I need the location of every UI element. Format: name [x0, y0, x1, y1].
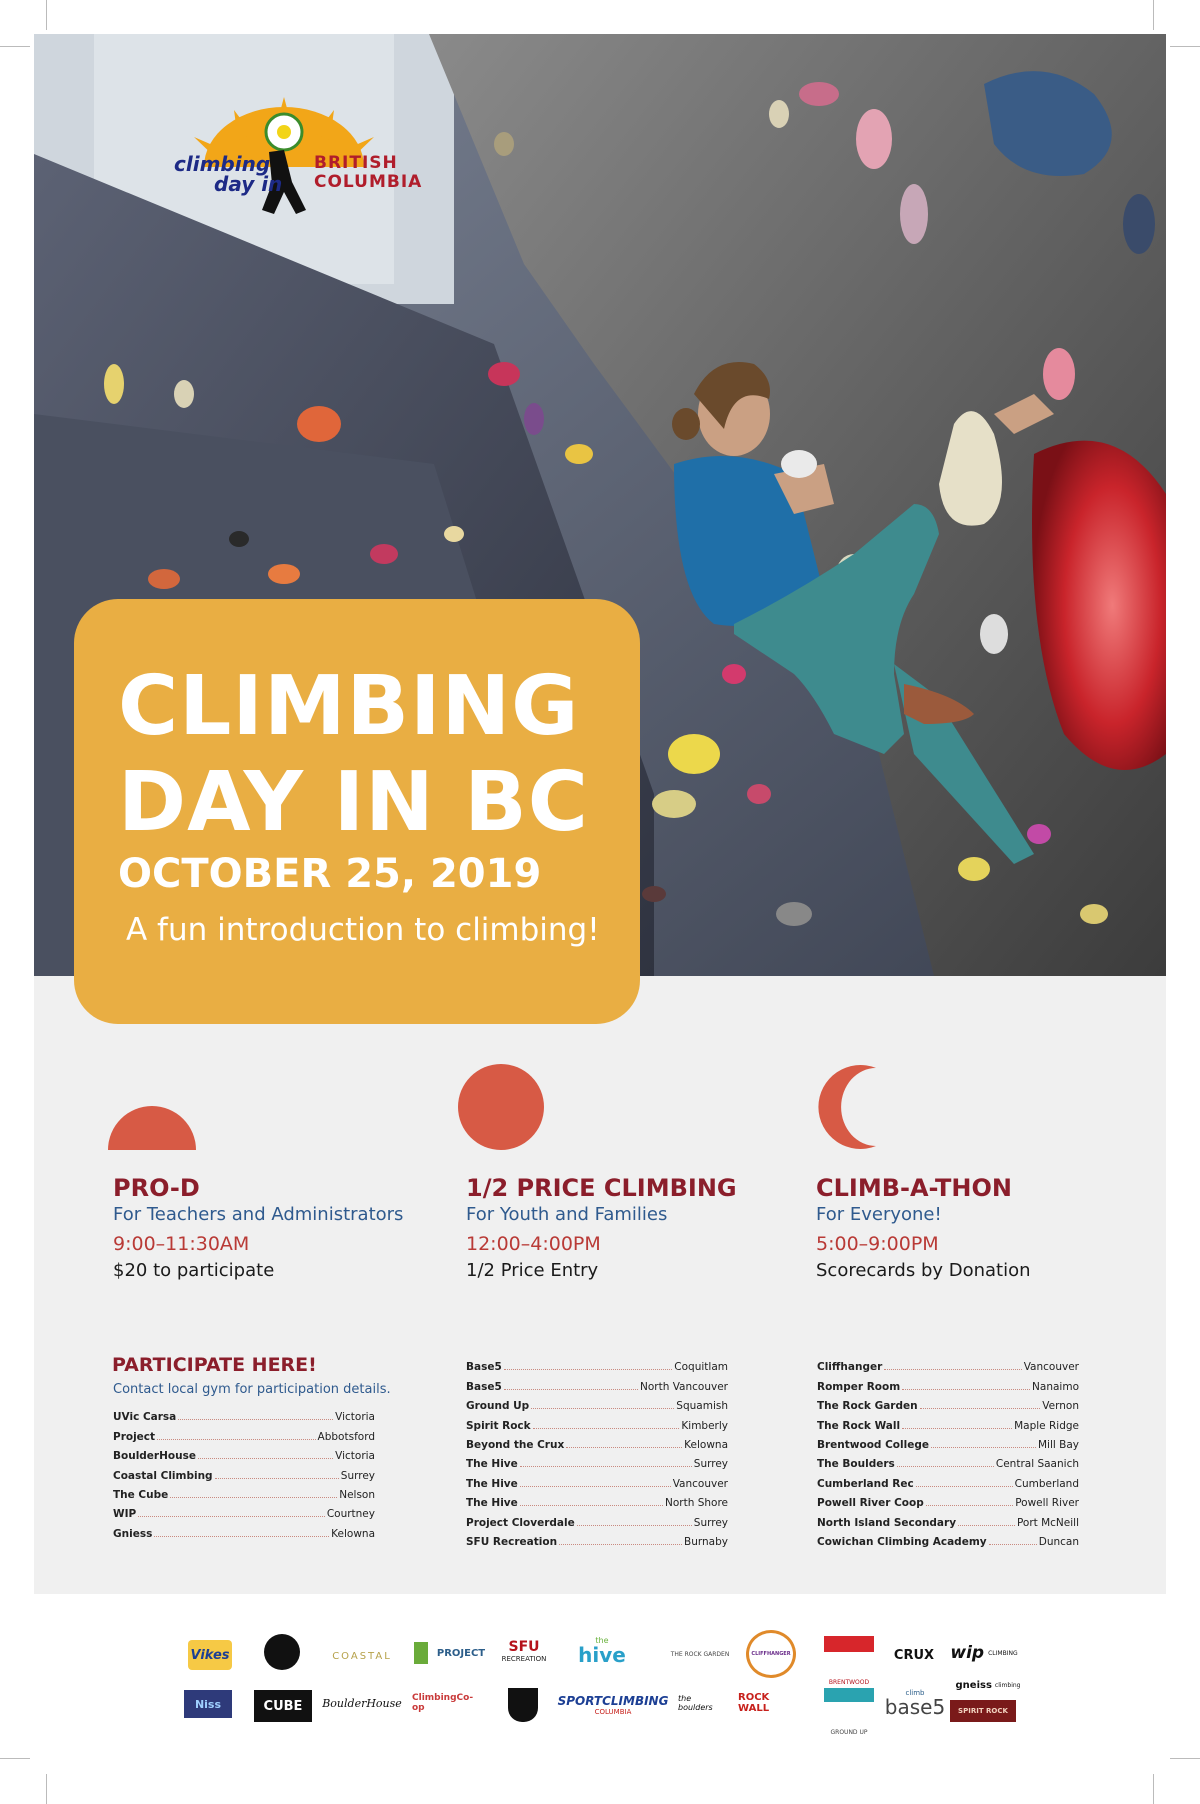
gym-row: [113, 1520, 375, 1539]
gym-city: Vancouver: [1023, 1361, 1079, 1374]
dotted-leader: [931, 1447, 1036, 1448]
gym-row: [817, 1470, 1079, 1489]
dotted-leader: [920, 1408, 1041, 1409]
gym-name: Cowichan Climbing Academy: [817, 1535, 987, 1548]
gym-city: Mill Bay: [1037, 1438, 1079, 1451]
full-sun-icon: [458, 1064, 544, 1150]
dotted-leader: [520, 1505, 663, 1506]
gym-name: The Rock Wall: [817, 1419, 901, 1432]
sponsor-logo-boulderhouse: BoulderHouse: [322, 1696, 402, 1710]
gym-row: [466, 1470, 728, 1489]
gym-city: Coquitlam: [674, 1361, 728, 1374]
gym-name: UVic Carsa: [113, 1411, 177, 1424]
dotted-leader: [178, 1419, 333, 1420]
crop-mark: [1153, 1774, 1154, 1804]
gym-city: Abbotsford: [317, 1430, 375, 1443]
crop-mark: [1170, 46, 1200, 47]
globe-logo-icon: [264, 1634, 300, 1670]
sponsor-logo-base5: climb base5: [884, 1689, 946, 1719]
gym-city: Squamish: [676, 1400, 728, 1413]
crop-mark: [1153, 0, 1154, 30]
dotted-leader: [504, 1389, 638, 1390]
gym-city: Victoria: [335, 1450, 375, 1463]
event-title: PRO-D: [113, 1174, 200, 1202]
dotted-leader: [520, 1466, 692, 1467]
dotted-leader: [520, 1486, 671, 1487]
event-audience: For Everyone!: [816, 1204, 942, 1225]
dotted-leader: [198, 1458, 333, 1459]
gym-name: Cumberland Rec: [817, 1477, 914, 1490]
gym-list: [466, 1354, 728, 1548]
gym-row: [113, 1501, 375, 1520]
gym-city: Courtney: [326, 1508, 375, 1521]
gym-city: Port McNeill: [1016, 1516, 1079, 1529]
gym-city: Surrey: [693, 1516, 728, 1529]
gym-city: Nelson: [339, 1488, 375, 1501]
gym-city: Surrey: [340, 1469, 375, 1482]
gym-row: [817, 1451, 1079, 1470]
sponsor-logo-boulders: the boulders: [678, 1694, 713, 1712]
crop-mark: [46, 1774, 47, 1804]
gym-row: [466, 1509, 728, 1528]
crop-mark: [0, 46, 30, 47]
gym-city: Kelowna: [684, 1438, 728, 1451]
sponsor-logo-gneiss: gneiss climbing: [955, 1679, 1021, 1691]
sponsor-logo-crux: CRUX: [893, 1647, 935, 1663]
gym-row: [466, 1529, 728, 1548]
logo-text-bc: BRITISH COLUMBIA: [314, 153, 423, 192]
gym-city: Duncan: [1038, 1535, 1079, 1548]
event-date: OCTOBER 25, 2019: [118, 851, 542, 897]
gym-city: Powell River: [1015, 1497, 1079, 1510]
gym-row: [466, 1490, 728, 1509]
gym-name: The Rock Garden: [817, 1400, 918, 1413]
dotted-leader: [559, 1544, 682, 1545]
gym-row: [817, 1432, 1079, 1451]
gym-city: Victoria: [335, 1411, 375, 1424]
dotted-leader: [989, 1544, 1037, 1545]
gym-name: SFU Recreation: [466, 1535, 558, 1548]
gym-row: [817, 1529, 1079, 1548]
gym-row: [113, 1443, 375, 1462]
gym-row: [113, 1404, 375, 1423]
dotted-leader: [958, 1525, 1015, 1526]
crop-mark: [46, 0, 47, 30]
gym-city: Surrey: [693, 1458, 728, 1471]
gym-list: [113, 1404, 375, 1540]
gym-row: [466, 1412, 728, 1431]
gym-name: Base5: [466, 1380, 502, 1393]
dotted-leader: [154, 1536, 329, 1537]
sponsor-logo-wip: wip CLIMBING: [950, 1643, 1018, 1663]
gym-name: Gniess: [113, 1527, 153, 1540]
gym-city: Kimberly: [681, 1419, 728, 1432]
dotted-leader: [170, 1497, 337, 1498]
gym-name: Coastal Climbing: [113, 1469, 213, 1482]
dotted-leader: [916, 1486, 1013, 1487]
dotted-leader: [533, 1428, 680, 1429]
gym-city: Cumberland: [1014, 1477, 1079, 1490]
dotted-leader: [138, 1516, 325, 1517]
dotted-leader: [902, 1428, 1012, 1429]
dotted-leader: [902, 1389, 1030, 1390]
sponsor-logo-brentwood: BRENTWOOD: [824, 1636, 874, 1686]
gym-row: [466, 1393, 728, 1412]
event-audience: For Teachers and Administrators: [113, 1204, 404, 1225]
gym-name: Beyond the Crux: [466, 1438, 565, 1451]
gym-row: [466, 1451, 728, 1470]
gym-row: [113, 1423, 375, 1442]
gym-city: Kelowna: [331, 1527, 375, 1540]
dotted-leader: [504, 1369, 673, 1370]
event-price: 1/2 Price Entry: [466, 1260, 599, 1281]
gym-name: Powell River Coop: [817, 1497, 924, 1510]
gym-row: [817, 1490, 1079, 1509]
sponsor-logo-rock-garden: THE ROCK GARDEN: [670, 1650, 730, 1658]
event-time: 5:00–9:00PM: [816, 1233, 939, 1255]
headline-box: [74, 599, 640, 1024]
gym-row: [817, 1373, 1079, 1392]
gym-name: The Hive: [466, 1477, 518, 1490]
gym-row: [113, 1482, 375, 1501]
gym-city: North Shore: [665, 1497, 728, 1510]
gym-name: Ground Up: [466, 1400, 530, 1413]
gym-row: [466, 1432, 728, 1451]
poster: [34, 34, 1166, 1594]
event-price: $20 to participate: [113, 1260, 275, 1281]
gym-name: Project Cloverdale: [466, 1516, 575, 1529]
sponsor-logos: [180, 1630, 1021, 1736]
gym-name: Cliffhanger: [817, 1361, 883, 1374]
sponsor-logo-ground-up: GROUND UP: [824, 1688, 874, 1736]
event-audience: For Youth and Families: [466, 1204, 668, 1225]
event-title: CLIMB-A-THON: [816, 1174, 1012, 1202]
gym-row: [466, 1373, 728, 1392]
gym-name: Brentwood College: [817, 1438, 929, 1451]
half-sun-icon: [108, 1104, 196, 1150]
logo-text-climbing: climbing day in: [174, 152, 283, 196]
dotted-leader: [897, 1466, 994, 1467]
flower-icon: [266, 114, 302, 150]
event-time: 12:00–4:00PM: [466, 1233, 601, 1255]
sponsor-logo-project: PROJECT: [414, 1642, 494, 1664]
sponsor-logo-niss: Niss: [184, 1690, 232, 1718]
headline-title: CLIMBING DAY IN BC: [118, 659, 589, 850]
gym-row: [466, 1354, 728, 1373]
gym-row: [817, 1412, 1079, 1431]
gym-name: Base5: [466, 1361, 502, 1374]
gym-row: [817, 1393, 1079, 1412]
crop-mark: [1170, 1758, 1200, 1759]
shield-logo-icon: [508, 1688, 538, 1722]
gym-name: The Hive: [466, 1497, 518, 1510]
event-logo: [134, 92, 434, 242]
gym-name: North Island Secondary: [817, 1516, 957, 1529]
dotted-leader: [566, 1447, 682, 1448]
sponsor-logo-coastal: COASTAL: [332, 1650, 392, 1662]
gym-city: Central Saanich: [995, 1458, 1079, 1471]
sponsor-logo-cube: CUBE: [254, 1690, 312, 1722]
participate-subtitle: Contact local gym for participation details.: [113, 1382, 391, 1397]
sponsor-logo-rock-wall: ROCK WALL: [738, 1692, 770, 1714]
event-time: 9:00–11:30AM: [113, 1233, 250, 1255]
dotted-leader: [884, 1369, 1021, 1370]
dotted-leader: [157, 1439, 315, 1440]
gym-name: The Cube: [113, 1488, 169, 1501]
gym-city: Vancouver: [672, 1477, 728, 1490]
event-subtitle: A fun introduction to climbing!: [126, 912, 600, 948]
dotted-leader: [531, 1408, 674, 1409]
gym-name: Romper Room: [817, 1380, 901, 1393]
dotted-leader: [215, 1478, 339, 1479]
gym-city: North Vancouver: [639, 1380, 728, 1393]
gym-city: Nanaimo: [1032, 1380, 1079, 1393]
gym-name: The Boulders: [817, 1458, 895, 1471]
gym-name: WIP: [113, 1508, 137, 1521]
sponsor-logo-vikes: Vikes: [188, 1640, 232, 1670]
gym-name: Spirit Rock: [466, 1419, 531, 1432]
gym-city: Burnaby: [684, 1535, 728, 1548]
dotted-leader: [577, 1525, 692, 1526]
crescent-moon-icon: [814, 1064, 900, 1150]
gym-name: Project: [113, 1430, 156, 1443]
sponsor-logo-sport-climbing: SPORTCLIMBING COLUMBIA: [557, 1694, 669, 1716]
participate-title: PARTICIPATE HERE!: [112, 1354, 317, 1376]
event-price: Scorecards by Donation: [816, 1260, 1031, 1281]
gym-row: [817, 1354, 1079, 1373]
sponsor-logo-climbing-coop: ClimbingCo-op: [412, 1693, 474, 1713]
dotted-leader: [926, 1505, 1013, 1506]
sponsor-logo-sfu: SFU RECREATION: [501, 1639, 547, 1663]
event-title: 1/2 PRICE CLIMBING: [466, 1174, 737, 1202]
gym-list: [817, 1354, 1079, 1548]
gym-city: Maple Ridge: [1014, 1419, 1079, 1432]
sponsor-logo-hive: the hive: [578, 1635, 626, 1667]
crop-mark: [0, 1758, 30, 1759]
gym-row: [817, 1509, 1079, 1528]
gym-row: [113, 1462, 375, 1481]
sponsor-logo-cliffhanger: CLIFFHANGER: [746, 1630, 796, 1678]
gym-name: BoulderHouse: [113, 1450, 196, 1463]
gym-name: The Hive: [466, 1458, 518, 1471]
gym-city: Vernon: [1042, 1400, 1079, 1413]
sponsor-logo-spirit-rock: SPIRIT ROCK: [950, 1700, 1016, 1722]
